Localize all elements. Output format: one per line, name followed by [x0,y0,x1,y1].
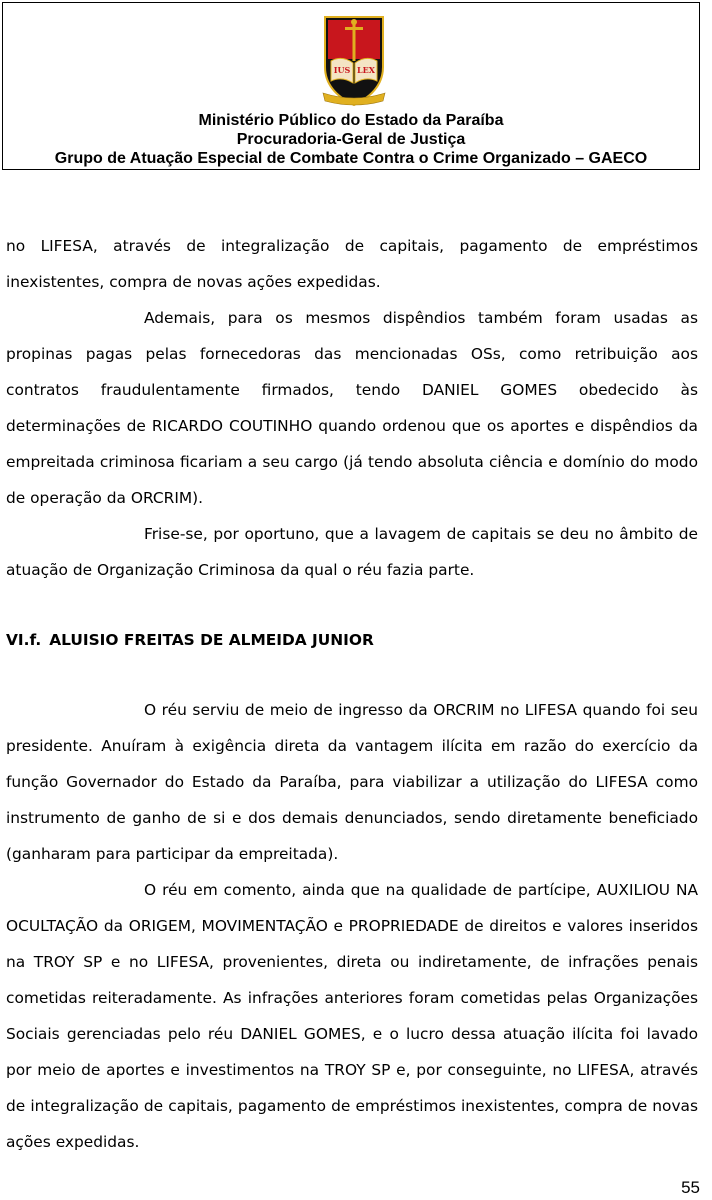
department-name: Procuradoria-Geral de Justiça [236,131,466,148]
page-number: 55 [681,1178,700,1197]
spacer [6,658,698,692]
motto-left: IUS [333,65,351,75]
paragraph-2: Ademais, para os mesmos dispêndios também foram usadas as propinas pagas pelas fornecedoras das mencionadas OSs, como retribuição aos contratos fraudulentamente firmados, tendo DANIEL GOMES obedecido às determinações de RICARDO COUTINHO quando ordenou que os aportes e dispêndios da empreitada criminosa ficariam a seu cargo (já tendo absoluta ciência e domínio do modo de operação da ORCRIM). [6,309,698,507]
spacer [6,588,698,622]
document-body [6,228,698,1160]
motto-right: LEX [357,65,375,75]
paragraph-4: O réu serviu de meio de ingresso da ORCRIM no LIFESA quando foi seu presidente. Anuíram à exigência direta da vantagem ilícita em razão do exercício da função Governador do Estado da Paraíba, para viabilizar a utilização do LIFESA como instrumento de ganho de si e dos demais denunciados, sendo diretamente beneficiado (ganharam para participar da empreitada). [6,701,698,863]
section-number: VI.f. [6,631,42,649]
letterhead-text [3,111,699,168]
institution-name: Ministério Público do Estado da Paraíba [198,112,504,129]
mppb-coat-of-arms-icon [321,13,387,109]
paragraph-3: Frise-se, por oportuno, que a lavagem de capitais se deu no âmbito de atuação de Organização Criminosa da qual o réu fazia parte. [6,525,698,579]
section-title: ALUISIO FREITAS DE ALMEIDA JUNIOR [49,631,374,649]
paragraph-1: no LIFESA, através de integralização de capitais, pagamento de empréstimos inexistentes, compra de novas ações expedidas. [6,237,698,291]
paragraph-5: O réu em comento, ainda que na qualidade de partícipe, AUXILIOU NA OCULTAÇÃO da ORIGEM, MOVIMENTAÇÃO e PROPRIEDADE de direitos e valores inseridos na TROY SP e no LIFESA, provenientes, direta ou indiretamente, de infrações penais cometidas reiteradamente. As infrações anteriores foram cometidas pelas Organizações Sociais gerenciadas pelo réu DANIEL GOMES, e o lucro dessa atuação ilícita foi lavado por meio de aportes e investimentos na TROY SP e, por conseguinte, no LIFESA, através de integralização de capitais, pagamento de empréstimos inexistentes, compra de novas ações expedidas. [6,881,698,1151]
section-heading [6,622,698,658]
letterhead [2,2,700,170]
unit-name: Grupo de Atuação Especial de Combate Contra o Crime Organizado – GAECO [54,150,648,167]
